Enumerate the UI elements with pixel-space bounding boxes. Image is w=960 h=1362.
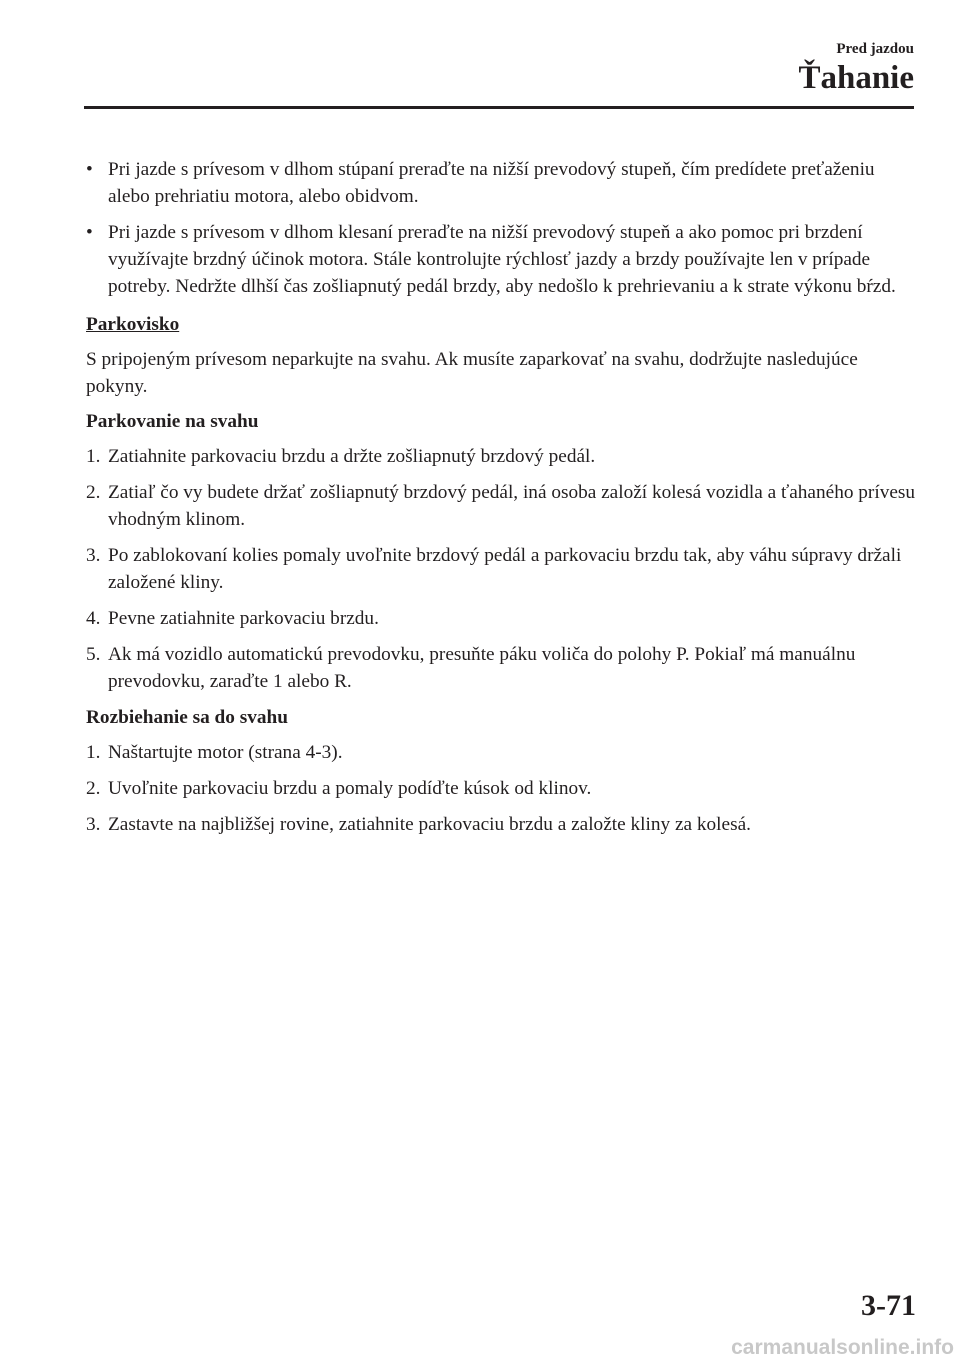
list-item (86, 811, 916, 838)
bullet-text: Pri jazde s prívesom v dlhom stúpaní preraďte na nižší prevodový stupeň, čím predídete preťaženiu alebo prehriatiu motora, alebo obidvom. (108, 159, 875, 207)
subsection-title-hill-start: Rozbiehanie sa do svahu (86, 707, 288, 728)
list-item (86, 739, 916, 766)
parking-intro: S pripojeným prívesom neparkujte na svahu. Ak musíte zaparkovať na svahu, dodržujte nasledujúce pokyny. (86, 349, 858, 397)
list-number: 1. (86, 446, 101, 467)
list-text: Uvoľnite parkovaciu brzdu a pomaly podíďte kúsok od klinov. (108, 778, 592, 799)
list-item (86, 542, 916, 596)
subsection-title-hill-parking: Parkovanie na svahu (86, 411, 259, 432)
list-text: Zastavte na najbližšej rovine, zatiahnite parkovaciu brzdu a založte kliny za kolesá. (108, 814, 751, 835)
bullet-item (86, 156, 916, 210)
list-number: 1. (86, 742, 101, 763)
list-text: Zatiaľ čo vy budete držať zošliapnutý brzdový pedál, iná osoba založí kolesá vozidla a ťahaného prívesu vhodným klinom. (108, 482, 916, 530)
list-item (86, 443, 916, 470)
page-content (86, 156, 916, 847)
list-text: Ak má vozidlo automatickú prevodovku, presuňte páku voliča do polohy P. Pokiaľ má manuálnu prevodovku, zaraďte 1 alebo R. (108, 644, 856, 692)
list-text: Zatiahnite parkovaciu brzdu a držte zošliapnutý brzdový pedál. (108, 446, 596, 467)
list-number: 2. (86, 482, 101, 503)
list-text: Pevne zatiahnite parkovaciu brzdu. (108, 608, 379, 629)
page-title: Ťahanie (798, 60, 914, 96)
bullet-icon: • (86, 222, 93, 243)
page-number: 3-71 (861, 1289, 916, 1322)
list-number: 3. (86, 545, 101, 566)
list-text: Po zablokovaní kolies pomaly uvoľnite brzdový pedál a parkovaciu brzdu tak, aby váhu súpravy držali založené kliny. (108, 545, 902, 593)
running-header-section: Pred jazdou (836, 41, 914, 57)
list-item (86, 605, 916, 632)
list-item (86, 479, 916, 533)
section-title-parking: Parkovisko (86, 314, 180, 335)
list-item (86, 641, 916, 695)
watermark: carmanualsonline.info (731, 1336, 954, 1359)
list-number: 2. (86, 778, 101, 799)
list-text: Naštartujte motor (strana 4-3). (108, 742, 343, 763)
list-number: 4. (86, 608, 101, 629)
list-number: 5. (86, 644, 101, 665)
bullet-icon: • (86, 159, 93, 180)
list-item (86, 775, 916, 802)
bullet-text: Pri jazde s prívesom v dlhom klesaní preraďte na nižší prevodový stupeň a ako pomoc pri brzdení využívajte brzdný účinok motora. Stále kontrolujte rýchlosť jazdy a brzdy používajte len v prípade potreby. Nedržte dlhší čas zošliapnutý pedál brzdy, aby nedošlo k prehrievaniu a k strate výkonu bŕzd. (108, 222, 896, 297)
header-divider (84, 106, 914, 109)
list-number: 3. (86, 814, 101, 835)
bullet-item (86, 219, 916, 300)
